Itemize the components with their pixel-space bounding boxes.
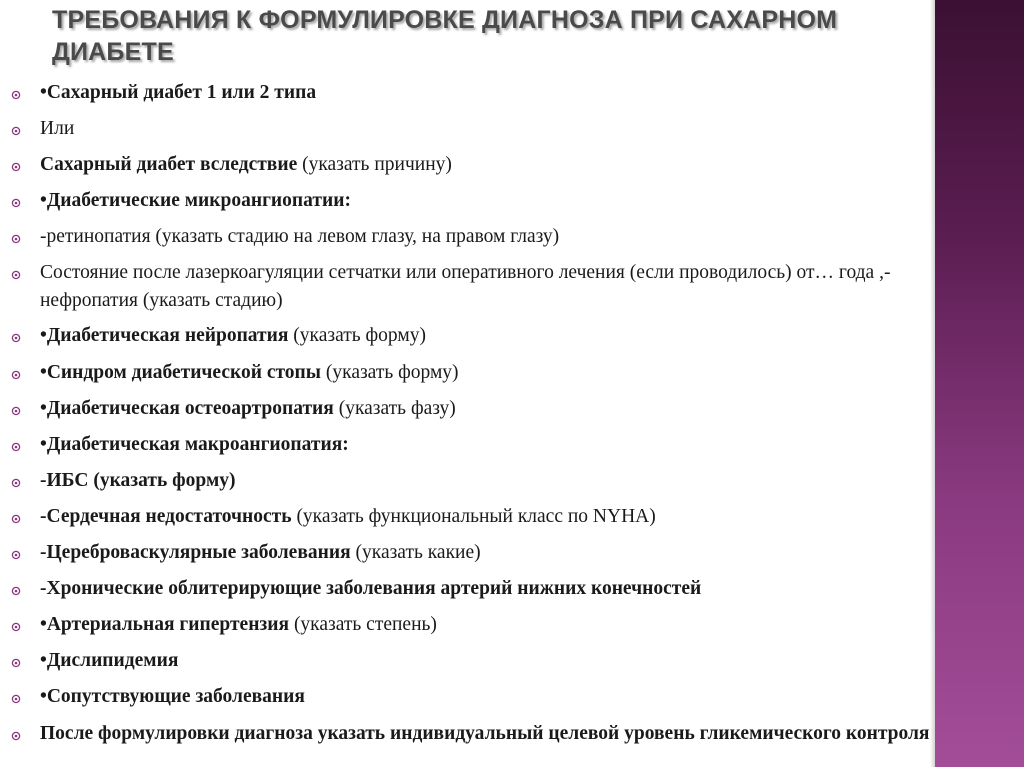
item-text: (указать форму) [321,361,459,383]
item-bold-text: -ИБС (указать форму) [40,469,236,491]
list-item [0,683,930,711]
circle-bullet-icon [11,406,21,416]
item-text: -ретинопатия (указать стадию на левом глазу, на правом глазу) [40,226,560,248]
list-item [0,187,930,215]
slide-title: ТРЕБОВАНИЯ К ФОРМУЛИРОВКЕ ДИАГНОЗА ПРИ САХАРНОМ ДИАБЕТЕ [52,6,838,66]
list-item [0,79,930,107]
list-item [0,503,930,531]
item-text: (указать форму) [288,325,426,347]
list-item [0,539,930,567]
item-bold-text: •Синдром диабетической стопы [40,361,322,383]
item-bold-text: •Диабетические микроангиопатии: [40,190,351,212]
list-item [0,611,930,639]
item-text: (указать фазу) [333,397,456,419]
item-bold-text: -Цереброваскулярные заболевания [40,542,351,564]
list-item [0,115,930,143]
circle-bullet-icon [11,90,21,100]
circle-bullet-icon [11,442,21,452]
item-text: Или [40,118,75,140]
list-item [0,359,930,387]
list-item [0,223,930,251]
item-bold-text: •Диабетическая нейропатия [40,325,289,347]
circle-bullet-icon [11,586,21,596]
circle-bullet-icon [11,333,21,343]
item-bold-text: •Диабетическая остеоартропатия [40,397,334,419]
circle-bullet-icon [11,550,21,560]
item-text: (указать причину) [297,154,452,176]
item-bold-text: После формулировки диагноза указать индивидуальный целевой уровень гликемического контроля [40,722,930,744]
item-bold-text: -Сердечная недостаточность [40,505,292,527]
item-text: (указать функциональный класс по NYHA) [291,505,656,527]
circle-bullet-icon [11,370,21,380]
item-bold-text: •Сопутствующие заболевания [40,686,305,708]
list-item [0,431,930,459]
item-text: Состояние после лазеркоагуляции сетчатки или оперативного лечения (если проводилось) от… года ,-нефропатия (указать стадию) [40,262,891,311]
bullet-list [0,79,930,756]
circle-bullet-icon [11,731,21,741]
sidebar-shadow [930,0,935,767]
item-bold-text: -Хронические облитерирующие заболевания артерий нижних конечностей [40,578,702,600]
list-item [0,395,930,423]
list-item [0,151,930,179]
item-bold-text: Сахарный диабет вследствие [40,154,298,176]
circle-bullet-icon [11,198,21,208]
item-bold-text: •Диабетическая макроангиопатия: [40,433,349,455]
item-bold-text: •Артериальная гипертензия [40,614,290,636]
list-item [0,467,930,495]
decorative-sidebar [935,0,1024,767]
list-item [0,720,930,748]
circle-bullet-icon [11,234,21,244]
list-item [0,322,930,350]
item-text: (указать степень) [289,614,437,636]
list-item [0,259,930,314]
item-bold-text: •Дислипидемия [40,650,179,672]
circle-bullet-icon [11,478,21,488]
item-text: (указать какие) [350,542,481,564]
circle-bullet-icon [11,514,21,524]
circle-bullet-icon [11,694,21,704]
circle-bullet-icon [11,126,21,136]
circle-bullet-icon [11,622,21,632]
circle-bullet-icon [11,162,21,172]
list-item [0,575,930,603]
item-bold-text: •Сахарный диабет 1 или 2 типа [40,82,317,103]
circle-bullet-icon [11,658,21,668]
circle-bullet-icon [11,270,21,280]
list-item [0,647,930,675]
